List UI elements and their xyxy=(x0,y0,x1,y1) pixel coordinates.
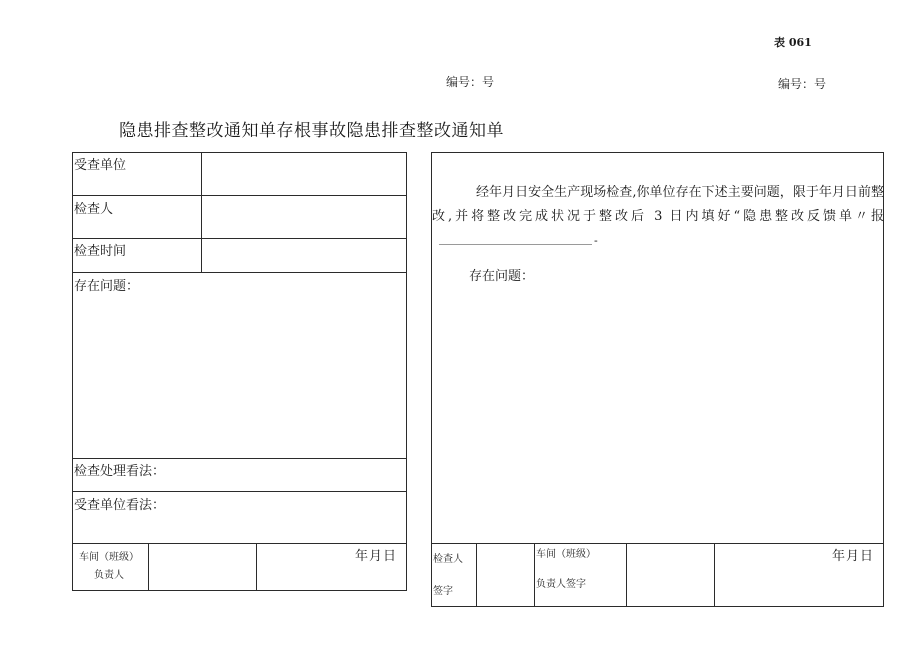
stub-date: 年月日 xyxy=(355,549,398,564)
stub-col-line xyxy=(148,543,149,591)
notice-issues-label: 存在问题： xyxy=(469,269,535,284)
inspector-label: 检查人 xyxy=(74,202,114,217)
serial-number-left: 编号：号 xyxy=(446,75,495,89)
notice-workshop-label: 车间（班级） xyxy=(536,549,596,560)
stub-border-left xyxy=(72,152,73,591)
stub-border-right xyxy=(406,152,407,591)
notice-col-line xyxy=(476,543,477,607)
stub-border-bottom xyxy=(72,590,407,591)
form-title: 隐患排查整改通知单存根事故隐患排查整改通知单 xyxy=(119,121,504,141)
stub-row-line xyxy=(72,458,407,459)
notice-inspector-label: 检查人 xyxy=(433,554,463,565)
inspection-time-label: 检查时间 xyxy=(74,244,127,259)
notice-col-line xyxy=(534,543,535,607)
handling-opinion-label: 检查处理看法： xyxy=(74,464,166,479)
notice-col-line xyxy=(626,543,627,607)
form-code: 表 061 xyxy=(774,36,812,49)
stub-workshop-label: 车间（班级） xyxy=(79,552,139,563)
notice-border-top xyxy=(431,152,884,153)
fill-in-blank[interactable] xyxy=(439,244,592,245)
notice-col-line xyxy=(714,543,715,607)
inspected-unit-label: 受查单位 xyxy=(74,158,127,173)
notice-date: 年月日 xyxy=(832,549,875,564)
notice-row-line xyxy=(431,543,884,544)
notice-signature-label: 签字 xyxy=(433,586,453,597)
inspector-value[interactable] xyxy=(202,196,406,238)
notice-responsible-signature-label: 负责人签字 xyxy=(536,579,586,590)
serial-number-right: 编号：号 xyxy=(778,77,827,91)
inspected-unit-value[interactable] xyxy=(202,153,406,195)
notice-border-bottom xyxy=(431,606,884,607)
stub-row-line xyxy=(72,543,407,544)
unit-opinion-label: 受查单位看法： xyxy=(74,498,166,513)
blank-trailing-mark: - xyxy=(594,234,598,247)
stub-responsible-label: 负责人 xyxy=(94,570,124,581)
stub-row-line xyxy=(72,491,407,492)
stub-issues-label: 存在问题： xyxy=(74,279,140,294)
stub-col-line xyxy=(256,543,257,591)
stub-row-line xyxy=(72,272,407,273)
notice-body: 经年月日安全生产现场检查,你单位存在下述主要问题，限于年月日前整改,并将整改完成状况于整改后 3 日内填好“隐患整改反馈单〃报 xyxy=(432,185,884,224)
inspection-time-value[interactable] xyxy=(202,239,406,272)
